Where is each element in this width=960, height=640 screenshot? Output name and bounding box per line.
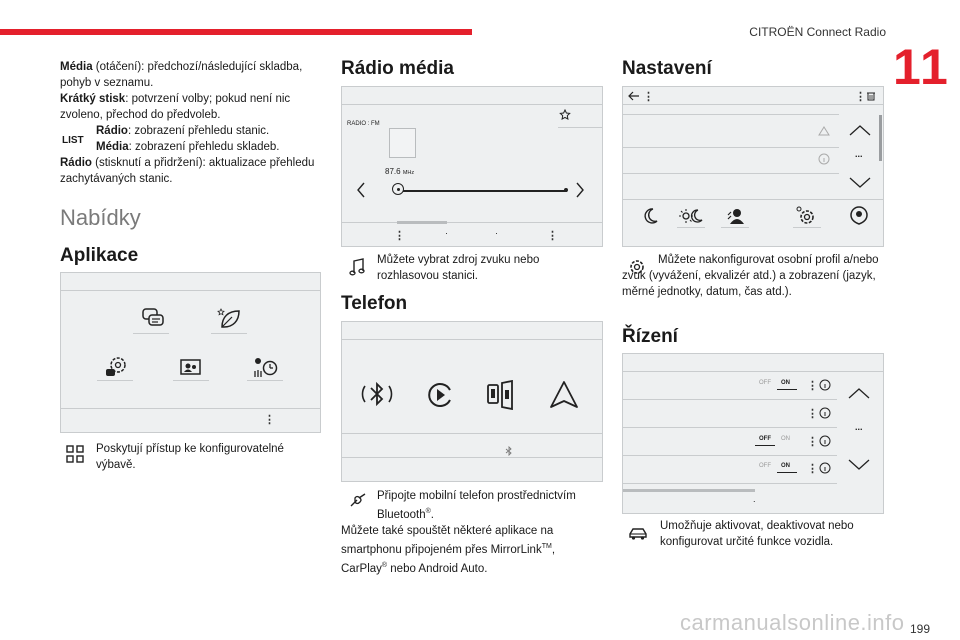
slider-end-dot: [564, 188, 568, 192]
frequency-slider-track[interactable]: [397, 190, 567, 192]
apps-description: Poskytují přístup ke konfigurovatelné výbavě.: [96, 443, 284, 471]
settings-description: Můžete nakonfigurovat osobní profil a/nebo zvuk (vyvážení, ekvalizér atd.) a zobrazení (jazyk, měrné jednotky, datum, čas atd.).: [622, 254, 879, 298]
carplay-icon[interactable]: [425, 380, 455, 410]
settings-gear-icon[interactable]: [795, 205, 817, 227]
phone-screen: [341, 321, 603, 482]
header-title: CITROËN Connect Radio: [749, 25, 886, 39]
row-2-menu-dots[interactable]: ⋮: [807, 408, 818, 420]
control-dot: .: [753, 494, 756, 504]
radio-menu-dots-right[interactable]: ⋮: [547, 230, 558, 242]
control-screen: [622, 353, 884, 514]
apps-heading: Aplikace: [60, 245, 139, 266]
row-2-info-icon[interactable]: [819, 407, 831, 419]
trash-icon[interactable]: [866, 91, 876, 101]
apps-menu-dots[interactable]: ⋮: [264, 414, 275, 426]
row-3-info-icon[interactable]: [819, 435, 831, 447]
radio-description: Můžete vybrat zdroj zvuku nebo rozhlasovou stanici.: [377, 254, 540, 282]
settings-scrollbar[interactable]: [879, 115, 882, 161]
list-button-label: LIST: [62, 135, 84, 146]
control-scroll-up-icon[interactable]: [848, 387, 870, 399]
radio-menu-dots-left[interactable]: ⋮: [394, 230, 405, 242]
row-1-menu-dots[interactable]: ⋮: [807, 380, 818, 392]
day-night-icon[interactable]: [679, 207, 703, 225]
apps-grid-icon: [66, 445, 84, 463]
frequency-readout: [385, 167, 414, 176]
control-scroll-down-icon[interactable]: [848, 459, 870, 471]
apps-screen: [60, 272, 321, 433]
settings-menu-dots-left[interactable]: ⋮: [643, 91, 654, 103]
car-icon: [628, 526, 648, 542]
warning-icon: [818, 126, 830, 136]
control-description: Umožňuje aktivovat, deaktivovat nebo konfigurovat určité funkce vozidla.: [660, 520, 854, 548]
station-artwork: [389, 128, 416, 158]
back-arrow-icon[interactable]: [628, 91, 640, 101]
header-red-bar: [0, 29, 472, 35]
next-chevron-icon[interactable]: [575, 182, 585, 198]
climate-timer-icon[interactable]: [253, 355, 279, 379]
scroll-up-chevron-icon[interactable]: [849, 124, 871, 136]
eco-leaf-icon[interactable]: [216, 307, 242, 329]
chapter-number: 11: [893, 39, 950, 95]
previous-chevron-icon[interactable]: [356, 182, 366, 198]
android-auto-icon[interactable]: [549, 380, 579, 410]
scroll-down-chevron-icon[interactable]: [849, 177, 871, 189]
row-3-menu-dots[interactable]: ⋮: [807, 436, 818, 448]
phone-description: Připojte mobilní telefon prostřednictvím Bluetooth®. Můžete také spouštět některé aplikace na smartphonu připojeném přes MirrorLink™, CarPlay® nebo Android Auto.: [341, 490, 576, 575]
toggle-row-3[interactable]: OFF ON: [755, 435, 799, 445]
profile-icon[interactable]: [725, 207, 745, 225]
night-mode-icon[interactable]: [641, 207, 659, 225]
page-number: 199: [909, 622, 930, 636]
control-page-indicator: [623, 489, 755, 492]
settings-ellipsis: ...: [855, 149, 863, 159]
bluetooth-small-icon: [505, 446, 513, 456]
row-4-info-icon[interactable]: [819, 462, 831, 474]
info-icon[interactable]: [818, 153, 830, 165]
vehicle-settings-icon[interactable]: [104, 355, 128, 379]
row-1-info-icon[interactable]: [819, 379, 831, 391]
row-4-menu-dots[interactable]: ⋮: [807, 463, 818, 475]
frequency-value: 87.6: [385, 167, 401, 176]
page-indicator: [397, 221, 447, 224]
mirrorlink-icon[interactable]: [485, 380, 515, 410]
settings-menu-dots-right[interactable]: ⋮: [855, 91, 866, 103]
music-note-icon: [349, 258, 365, 276]
favorite-star-icon[interactable]: [559, 109, 571, 121]
control-heading: Řízení: [622, 326, 678, 347]
bluetooth-icon[interactable]: [360, 377, 394, 411]
sound-profile-icon[interactable]: [849, 205, 869, 225]
settings-screen: [622, 86, 884, 247]
sms-chat-icon[interactable]: [141, 307, 165, 329]
frequency-unit: MHz: [402, 170, 415, 176]
settings-heading: Nastavení: [622, 58, 712, 79]
control-ellipsis: ...: [855, 422, 863, 432]
toggle-row-1[interactable]: OFF ON: [755, 379, 799, 389]
radio-screen: RADIO : FM 87.6 MHz ⋮ · · ⋮: [341, 86, 603, 247]
intro-text: Média (otáčení): předchozí/následující skladba, pohyb v seznamu. Krátký stisk: potvrzení volby; pokud není nic zvoleno, přechod do předvoleb. Rádio: zobrazení přehledu stanic. Média: zobrazení přehledu skladeb. Rádio (stisknutí a přidržení): aktualizace přehledu zachytávaných stanic.: [60, 61, 315, 185]
menus-heading: Nabídky: [60, 205, 141, 230]
phone-heading: Telefon: [341, 293, 408, 314]
radio-media-heading: Rádio média: [341, 58, 454, 79]
contacts-card-icon[interactable]: [179, 357, 203, 377]
toggle-row-4[interactable]: OFF ON: [755, 462, 799, 472]
watermark: carmanualsonline.info: [680, 610, 905, 635]
radio-source-label: RADIO : FM: [347, 121, 380, 127]
